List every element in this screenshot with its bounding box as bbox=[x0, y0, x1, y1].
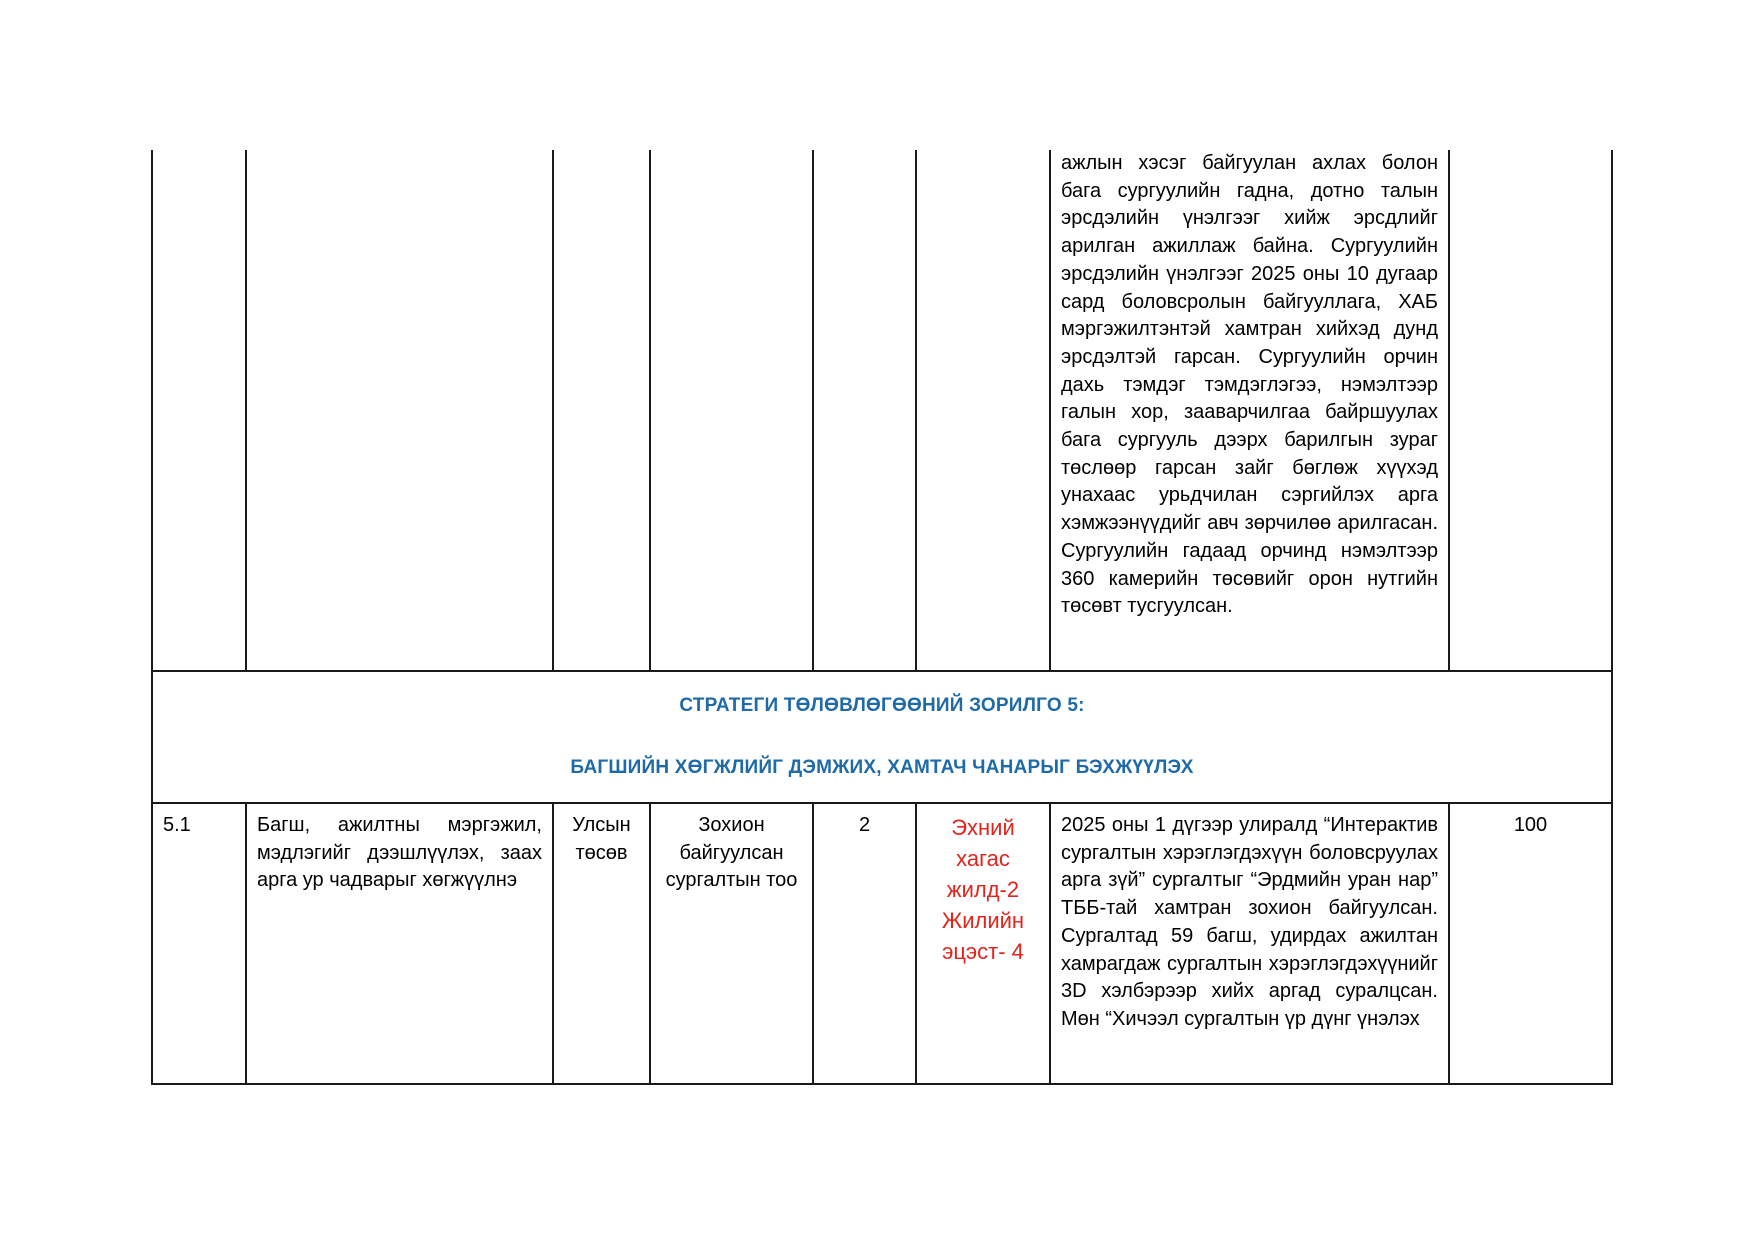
cell-activity bbox=[246, 150, 553, 671]
cell-percent bbox=[1449, 803, 1612, 1084]
percent-value: 100 bbox=[1513, 814, 1548, 836]
baseline-value: 2 bbox=[858, 814, 871, 836]
cell-funding bbox=[553, 150, 650, 671]
cell-funding bbox=[553, 803, 650, 1084]
target-line: жилд-2 bbox=[946, 877, 1020, 902]
cell-result bbox=[1050, 803, 1449, 1084]
table-row bbox=[152, 803, 1612, 1084]
cell-indicator bbox=[650, 803, 813, 1084]
activity-text: Багш, ажилтны мэргэжил, мэдлэгийг дээшлүүлэх, заах арга ур чадварыг хөгжүүлнэ bbox=[257, 814, 542, 892]
target-line: хагас bbox=[956, 846, 1010, 871]
strategy-plan-table bbox=[151, 150, 1613, 1085]
goal-title: СТРАТЕГИ ТӨЛӨВЛӨГӨӨНИЙ ЗОРИЛГО 5: bbox=[679, 695, 1085, 717]
cell-result bbox=[1050, 150, 1449, 671]
result-text: ажлын хэсэг байгуулан ахлах болон бага сургуулийн гадна, дотно талын эрсдэлийн үнэлгээг хийж эрсдлийг арилган ажиллаж байна. Сургуулийн эрсдэлийн үнэлгээг 2025 оны 10 дугаар сард боловсролын байгууллага, ХАБ мэргэжилтэнтэй хамтран хийхэд дунд эрсдэлтэй гарсан. Сургуулийн орчин дахь тэмдэг тэмдэглэгээ, нэмэлтээр галын хор, зааварчилгаа байршуулах бага сургууль дээрх барилгын зураг төслөөр гарсан зайг бөглөж хүүхэд унахаас урьдчилан сэргийлэх арга хэмжээнүүдийг авч зөрчилөө арилгасан. Сургуулийн гадаад орчинд нэмэлтээр 360 камерийн төсөвийг орон нутгийн төсөвт тусгуулсан. bbox=[1061, 152, 1438, 618]
result-text: 2025 оны 1 дүгээр улиралд “Интерактив сургалтын хэрэглэгдэхүүн боловсруулах арга зүй” сургалтыг “Эрдмийн уран нар” ТББ-тай хамтран зохион байгуулсан. Сургалтад 59 багш, удирдах ажилтан хамрагдаж сургалтын хэрэглэгдэхүүнийг 3D хэлбэрээр хийх аргад суралцсан. Мөн “Хичээл сургалтын үр дүнг үнэлэх bbox=[1061, 814, 1438, 1030]
cell-number bbox=[152, 150, 246, 671]
target-line: Эхний bbox=[951, 815, 1015, 840]
goal-subtitle: БАГШИЙН ХӨГЖЛИЙГ ДЭМЖИХ, ХАМТАЧ ЧАНАРЫГ БЭХЖҮҮЛЭХ bbox=[570, 757, 1194, 778]
cell-baseline bbox=[813, 803, 916, 1084]
target-line: Жилийн bbox=[941, 908, 1025, 933]
cell-percent bbox=[1449, 150, 1612, 671]
target-text bbox=[917, 804, 1049, 967]
row-number: 5.1 bbox=[163, 814, 191, 836]
funding-text: Улсын төсөв bbox=[572, 814, 631, 864]
cell-baseline bbox=[813, 150, 916, 671]
cell-target bbox=[916, 803, 1050, 1084]
table-row-continued bbox=[152, 150, 1612, 671]
goal-section-cell bbox=[152, 671, 1612, 803]
cell-target bbox=[916, 150, 1050, 671]
goal-section-row bbox=[152, 671, 1612, 803]
cell-indicator bbox=[650, 150, 813, 671]
cell-number bbox=[152, 803, 246, 1084]
target-line: эцэст- 4 bbox=[942, 939, 1024, 964]
indicator-text: Зохион байгуулсан сургалтын тоо bbox=[665, 814, 798, 892]
cell-activity bbox=[246, 803, 553, 1084]
